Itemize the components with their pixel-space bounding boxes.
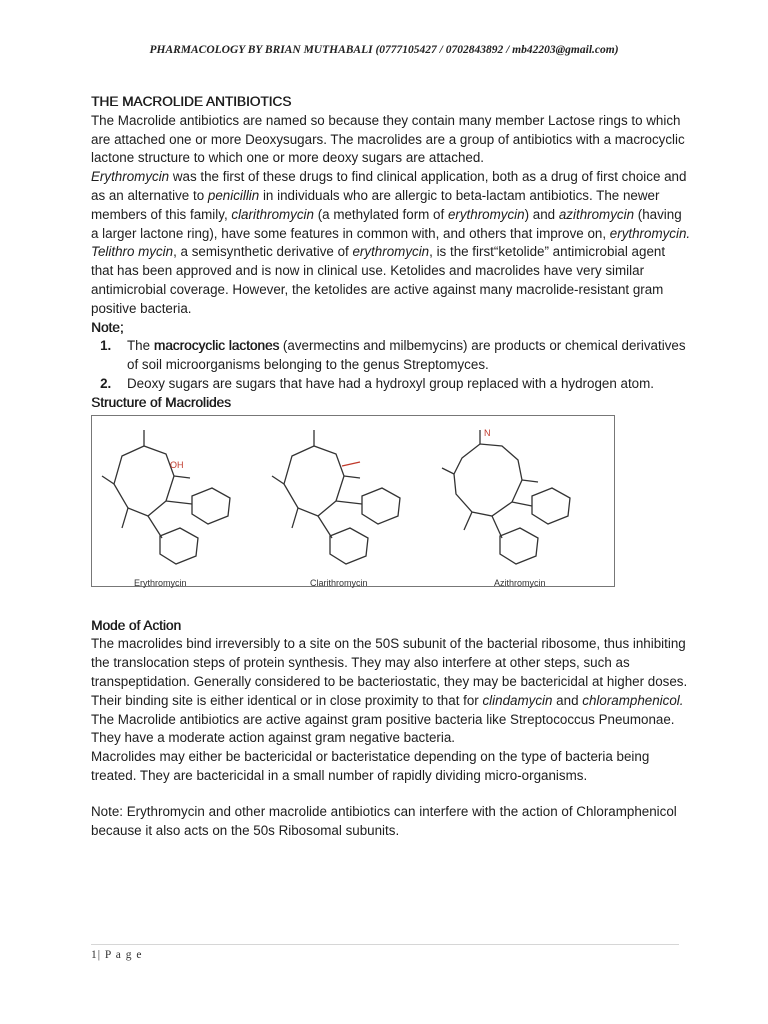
structure-title: Structure of Macrolides bbox=[91, 394, 231, 410]
drug-name: clindamycin bbox=[482, 692, 553, 708]
page-footer bbox=[91, 949, 142, 961]
erythromycin-structure bbox=[102, 430, 230, 564]
text-run: The macrolides bind irreversibly to a site on the 50S subunit of the bacterial ribosome, thus inhibiting the translocation steps of protein synthesis. They may also interfere at other steps, such as transpeptidation. Generally considered to be bacteriostatic, they may be bactericidal at higher doses. Their binding site is either identical or in close proximity to that for bbox=[91, 636, 688, 708]
clarithromycin-structure bbox=[272, 430, 400, 564]
text-run: , is the first“ketolide” antimicrobial agent that has been approved and is now in clinical use. Ketolides and macrolides have very similar antimicrobial coverage. However, the ketolides are active against many macrolide-resistant gram positive bacteria. bbox=[91, 244, 666, 316]
drug-name: erythromycin bbox=[447, 206, 525, 222]
note-item: 2. Deoxy sugars are sugars that have had a hydroxyl group replaced with a hydrogen atom. bbox=[115, 375, 691, 394]
drug-name: erythromycin. Telithro mycin bbox=[91, 225, 691, 260]
text-run: (having a larger lactone ring), have some features in common with, and others that improve on, bbox=[91, 206, 682, 241]
mode-of-action-title: Mode of Action bbox=[91, 617, 181, 633]
drug-name: Erythromycin bbox=[91, 169, 170, 185]
term: macrocyclic lactones bbox=[153, 338, 280, 354]
text-run: in individuals who are allergic to beta-lactam antibiotics. The newer members of this family, bbox=[91, 187, 660, 222]
drug-name: azithromycin bbox=[558, 206, 635, 222]
text-run: (avermectins and milbemycins) are products or chemical derivatives of soil microorganisms belonging to the genus Streptomyces. bbox=[127, 338, 686, 373]
text-run: was the first of these drugs to find clinical application, both as a drug of first choice and as an alternative to bbox=[91, 169, 687, 203]
structure-drawing bbox=[92, 416, 614, 586]
text-run: , a semisynthetic derivative of bbox=[173, 244, 353, 260]
drug-name: clarithromycin bbox=[231, 206, 314, 222]
azithromycin-label: Azithromycin bbox=[494, 577, 546, 588]
page-label: | P a g e bbox=[97, 949, 143, 961]
text-run: (a methylated form of bbox=[313, 206, 448, 222]
erythromycin-label: Erythromycin bbox=[134, 577, 187, 588]
azithromycin-structure bbox=[442, 427, 570, 564]
mode-paragraph-3: Macrolides may either be bactericidal or bacteristatice depending on the type of bacteria being treated. They are bactericidal in a small number of rapidly dividing micro-organisms. bbox=[91, 749, 650, 783]
erythromycin-paragraph bbox=[91, 168, 691, 318]
text-run: and bbox=[552, 692, 583, 708]
document-body bbox=[91, 93, 691, 840]
page-number: 1 bbox=[91, 949, 98, 961]
note-list bbox=[91, 337, 691, 393]
hydroxyl-highlight: OH bbox=[170, 459, 184, 470]
drug-name: erythromycin bbox=[352, 244, 430, 260]
drug-name: chloramphenicol. bbox=[582, 692, 684, 708]
drug-name: penicillin bbox=[207, 187, 260, 203]
clarithromycin-label: Clarithromycin bbox=[310, 577, 368, 588]
macrolide-structures-figure bbox=[91, 415, 615, 587]
note-title: Note; bbox=[91, 319, 124, 335]
note-item bbox=[115, 337, 691, 375]
nitrogen-highlight: N bbox=[484, 427, 491, 438]
page-header: PHARMACOLOGY BY BRIAN MUTHABALI (0777105427 / 0702843892 / mb42203@gmail.com) bbox=[149, 44, 619, 56]
text-run: ) and bbox=[524, 206, 559, 222]
mode-paragraph-1 bbox=[91, 635, 691, 710]
text-run: The bbox=[127, 338, 154, 354]
intro-paragraph: The Macrolide antibiotics are named so because they contain many member Lactose rings to which are attached one or more Deoxysugars. The macrolides are a group of antibiotics with a macrocyclic lactone structure to which one or more deoxy sugars are attached. bbox=[91, 112, 685, 166]
section-title-macrolides: THE MACROLIDE ANTIBIOTICS bbox=[91, 94, 292, 109]
mode-paragraph-2: The Macrolide antibiotics are active against gram positive bacteria like Streptococcus Pneumonae. They have a moderate action against gram negative bacteria. bbox=[91, 711, 675, 746]
chloramphenicol-note: Note: Erythromycin and other macrolide antibiotics can interfere with the action of Chloramphenicol because it also acts on the 50s Ribosomal subunits. bbox=[91, 803, 677, 838]
footer-divider bbox=[91, 944, 679, 945]
